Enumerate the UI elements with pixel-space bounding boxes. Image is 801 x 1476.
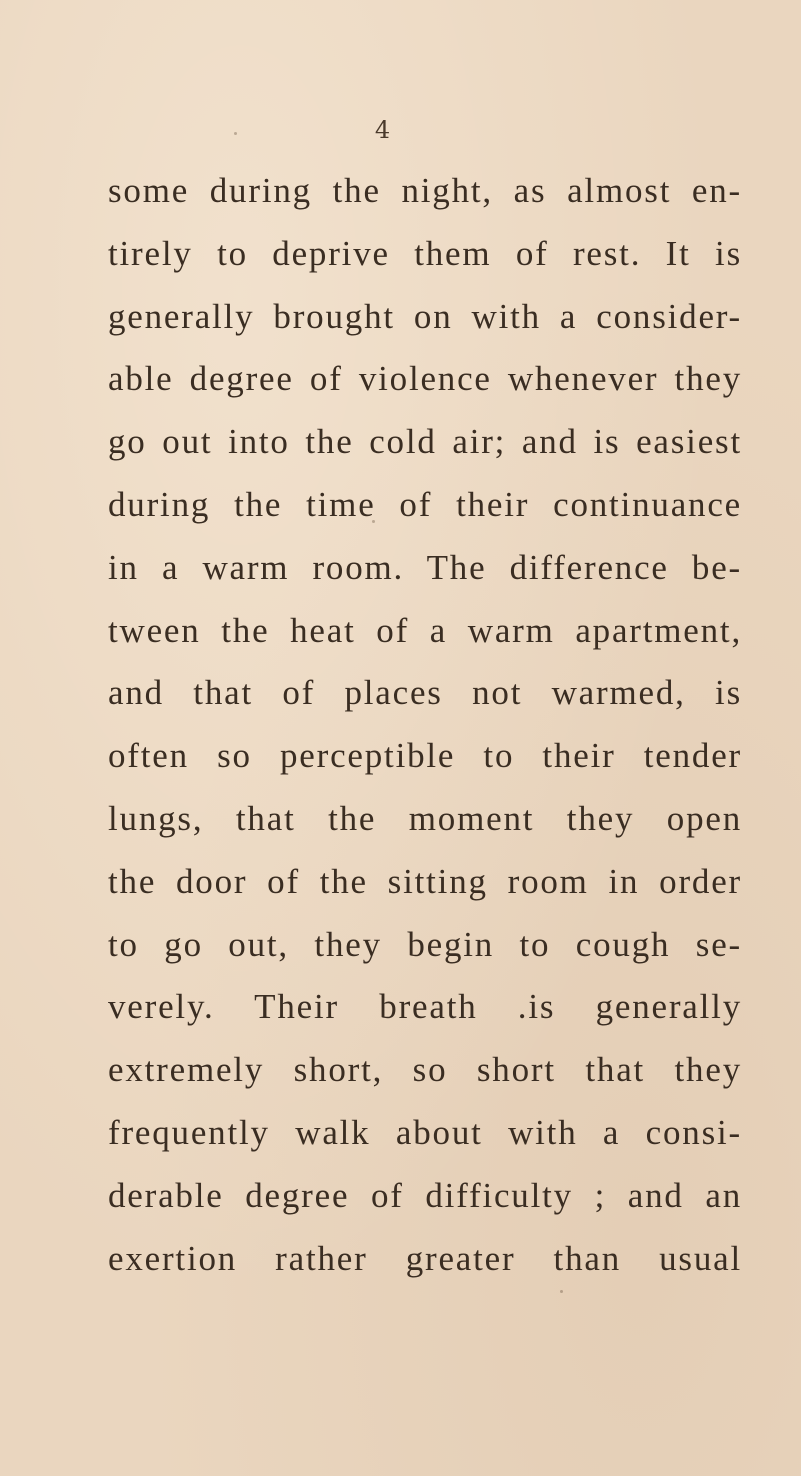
text-line: generally brought on with a consider- <box>108 296 742 336</box>
text-line: exertion rather greater than usual <box>108 1238 742 1278</box>
text-line: in a warm room. The difference be- <box>108 547 742 587</box>
text-line: some during the night, as almost en- <box>108 171 742 210</box>
paper-speck <box>234 132 237 135</box>
text-line: during the time of their continuance <box>108 484 742 524</box>
paper-speck <box>560 1290 563 1293</box>
text-line: verely. Their breath .is generally <box>108 987 742 1027</box>
text-line: lungs, that the moment they open <box>108 798 742 838</box>
text-line: able degree of violence whenever they <box>108 359 742 399</box>
text-line: to go out, they begin to cough se- <box>108 924 742 964</box>
paper-speck <box>372 520 375 523</box>
text-line: often so perceptible to their tender <box>108 736 742 776</box>
text-line: the door of the sitting room in order <box>108 861 742 901</box>
text-line: go out into the cold air; and is easiest <box>108 422 742 462</box>
text-line: extremely short, so short that they <box>108 1050 742 1090</box>
text-line: tween the heat of a warm apartment, <box>108 610 742 650</box>
text-line: frequently walk about with a consi- <box>108 1112 742 1152</box>
text-line: tirely to deprive them of rest. It is <box>108 233 742 273</box>
page-number: 4 <box>374 116 391 144</box>
text-line: derable degree of difficulty ; and an <box>108 1175 742 1215</box>
text-line: and that of places not warmed, is <box>108 673 742 713</box>
body-text <box>108 160 742 1290</box>
